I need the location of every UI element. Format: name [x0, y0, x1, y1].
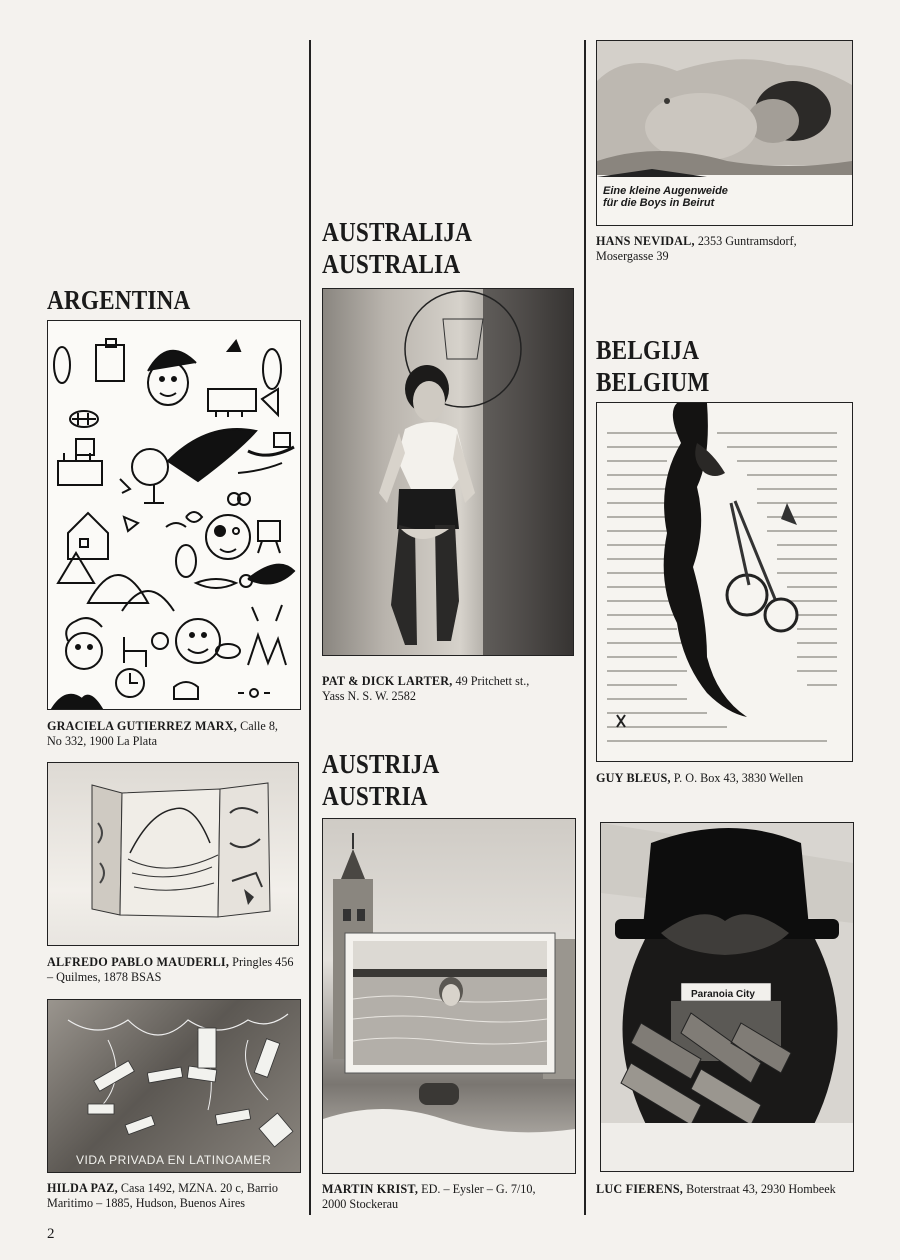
caption-larter — [322, 674, 580, 704]
artist-name: LUC FIERENS, — [596, 1182, 684, 1196]
caption-paz — [47, 1181, 307, 1211]
artwork-fierens-collage — [600, 822, 854, 1172]
artwork-caption-text: VIDA PRIVADA EN LATINOAMER — [76, 1153, 272, 1167]
artist-name: GUY BLEUS, — [596, 771, 671, 785]
artist-name: HANS NEVIDAL, — [596, 234, 695, 248]
artist-name: PAT & DICK LARTER, — [322, 674, 453, 688]
heading-argentina: ARGENTINA — [47, 285, 191, 315]
address-line-1: Calle 8, — [237, 719, 278, 733]
address-line-2: No 332, 1900 La Plata — [47, 734, 158, 748]
artwork-text-line-2: für die Boys in Beirut — [603, 197, 715, 209]
caption-mauderli — [47, 955, 307, 985]
column-rule-right — [584, 40, 586, 1215]
page-number: 2 — [47, 1226, 55, 1242]
address-line-2: – Quilmes, 1878 BSAS — [47, 970, 162, 984]
address-line-1: Boterstraat 43, 2930 Hombeek — [683, 1182, 836, 1196]
heading-belgium-line1: BELGIJA — [596, 335, 700, 365]
address-line-1: Pringles 456 — [229, 955, 294, 969]
heading-australia-line2: AUSTRALIA — [322, 249, 461, 279]
artwork-label-paranoia-city: Paranoia City — [691, 989, 755, 1000]
heading-australia-line1: AUSTRALIJA — [322, 217, 473, 247]
heading-belgium-line2: BELGIUM — [596, 367, 710, 397]
artwork-mauderli-photo — [47, 762, 299, 946]
artwork-bleus-collage — [596, 402, 853, 762]
artwork-nevidal-photo — [596, 40, 853, 226]
caption-banner-roof — [597, 169, 707, 177]
address-line-1: P. O. Box 43, 3830 Wellen — [670, 771, 804, 785]
address-line-2: Mosergasse 39 — [596, 249, 669, 263]
heading-austria-line2: AUSTRIA — [322, 781, 428, 811]
address-line-2: Yass N. S. W. 2582 — [322, 689, 416, 703]
caption-bleus — [596, 771, 858, 786]
artwork-krist-photo — [322, 818, 576, 1174]
column-rule-left — [309, 40, 311, 1215]
artist-name: ALFREDO PABLO MAUDERLI, — [47, 955, 230, 969]
address-line-1: Casa 1492, MZNA. 20 c, Barrio — [117, 1181, 278, 1195]
address-line-2: 2000 Stockerau — [322, 1197, 399, 1211]
address-line-2: Maritimo – 1885, Hudson, Buenos Aires — [47, 1196, 246, 1210]
caption-fierens — [596, 1182, 896, 1197]
artist-name: MARTIN KRIST, — [322, 1182, 419, 1196]
caption-krist — [322, 1182, 580, 1212]
address-line-1: ED. – Eysler – G. 7/10, — [418, 1182, 536, 1196]
artist-name: GRACIELA GUTIERREZ MARX, — [47, 719, 238, 733]
caption-marx — [47, 719, 305, 749]
address-line-1: 49 Pritchett st., — [452, 674, 530, 688]
artwork-text-line-1: Eine kleine Augenweide — [603, 185, 728, 197]
artist-name: HILDA PAZ, — [47, 1181, 118, 1195]
caption-nevidal — [596, 234, 858, 264]
artwork-paz-collage — [47, 999, 301, 1173]
address-line-1: 2353 Guntramsdorf, — [694, 234, 797, 248]
heading-austria-line1: AUSTRIJA — [322, 749, 440, 779]
artwork-larter-photo — [322, 288, 574, 656]
artwork-marx-drawing — [47, 320, 301, 710]
